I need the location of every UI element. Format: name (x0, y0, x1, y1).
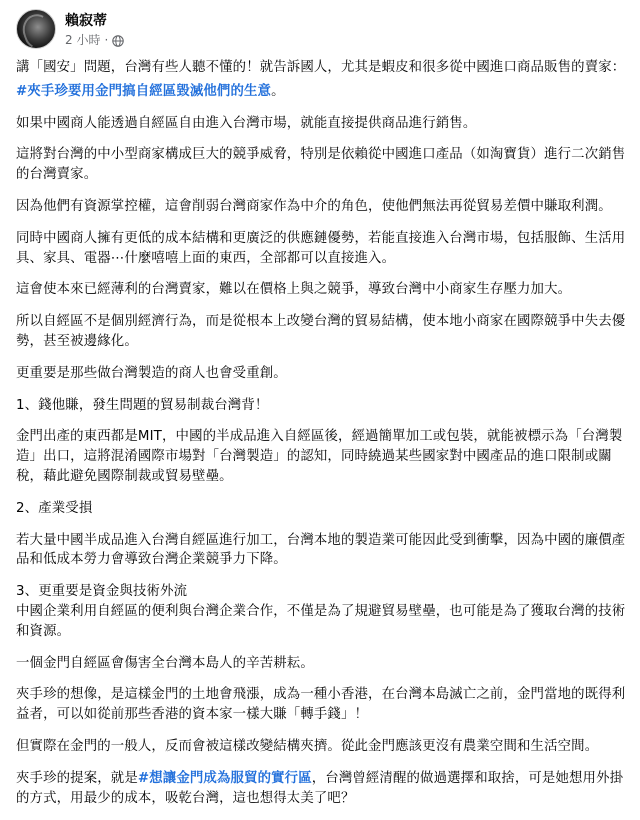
author-name[interactable]: 賴寂蒂 (65, 13, 107, 29)
hashtag-link[interactable]: #夾手珍要用金門搞自經區毀滅他們的生意 (16, 83, 272, 99)
post-paragraph (16, 58, 626, 78)
post-paragraph: 金門出產的東西都是MIT，中國的半成品進入自經區後，經過簡單加工或包裝，就能被標示為「台灣製造」出口，這將混淆國際市場對「台灣製造」的認知，同時繞過某些國家對中國產品的進口限制或關稅，藉此避免國際制裁或貿易壁壘。 (16, 429, 623, 484)
post-paragraph: 但實際在金門的一般人，反而會被這樣改變結構夾擠。從此金門應該更沒有農業空間和生活空間。 (16, 738, 599, 754)
post-header (0, 0, 640, 56)
post-paragraph: 1、錢他賺，發生問題的貿易制裁台灣背！ (16, 397, 269, 413)
post-body (16, 58, 626, 820)
post-paragraph: 2、產業受損 (16, 500, 93, 516)
post-paragraph: 這將對台灣的中小型商家構成巨大的競爭威脅，特別是依賴從中國進口產品（如淘寶貨）進行二次銷售的台灣賣家。 (16, 147, 626, 183)
post-paragraph (16, 82, 626, 102)
post-timestamp[interactable]: 2 小時 (65, 33, 101, 47)
paragraph-text: 。 (271, 83, 285, 99)
post-paragraph: 同時中國商人擁有更低的成本結構和更廣泛的供應鏈優勢，若能直接進入台灣市場，包括服飾、生活用具、家具、電器⋯什麼嘻嘻上面的東西，全部都可以直接進入。 (16, 230, 626, 266)
paragraph-text: ，台灣曾經清醒的做過選擇和取捨，可是她想用外掛的方式，用最少的成本，吸乾台灣，這也想得太美了吧？ (16, 770, 624, 806)
post-paragraph: 更重要是那些做台灣製造的商人也會受重創。 (16, 365, 287, 381)
post-paragraph: 若大量中國半成品進入台灣自經區進行加工，台灣本地的製造業可能因此受到衝擊，因為中國的廉價產品和低成本勞力會導致台灣企業競爭力下降。 (16, 532, 626, 568)
post-paragraph: 夾手珍的想像，是這樣金門的土地會飛漲，成為一種小香港，在台灣本島滅亡之前，金門當地的既得利益者，可以如從前那些香港的資本家一樣大賺「轉手錢」！ (16, 687, 626, 723)
post-paragraph (16, 769, 626, 809)
hashtag-link[interactable]: #想讓金門成為服貿的實行區 (137, 770, 312, 786)
paragraph-text: 講「國安」問題，台灣有些人聽不懂的！就告訴國人，尤其是蝦皮和很多從中國進口商品販售的賣家： (16, 60, 626, 75)
post-paragraph: 一個金門自經區會傷害全台灣本島人的辛苦耕耘。 (16, 655, 314, 671)
meta-separator: · (104, 33, 109, 47)
post-paragraph: 因為他們有資源掌控權，這會削弱台灣商家作為中介的角色，使他們無法再從貿易差價中賺取利潤。 (16, 198, 612, 214)
avatar[interactable] (16, 9, 56, 49)
post-paragraph: 如果中國商人能透過自經區自由進入台灣市場，就能直接提供商品進行銷售。 (16, 115, 477, 131)
post-paragraph: 所以自經區不是個別經濟行為，而是從根本上改變台灣的貿易結構，使本地小商家在國際競爭中失去優勢，甚至被邊緣化。 (16, 314, 626, 349)
post-paragraph: 這會使本來已經薄利的台灣賣家，難以在價格上與之競爭，導致台灣中小商家生存壓力加大。 (16, 282, 572, 298)
post-paragraph: 中國企業利用自經區的便利與台灣企業合作，不僅是為了規避貿易壁壘，也可能是為了獲取台灣的技術和資源。 (16, 603, 626, 639)
post-meta (65, 33, 124, 48)
post-paragraph: 3、更重要是資金與技術外流 (16, 584, 188, 600)
globe-icon[interactable] (112, 35, 124, 47)
paragraph-text: 夾手珍的提案，就是 (16, 770, 138, 786)
